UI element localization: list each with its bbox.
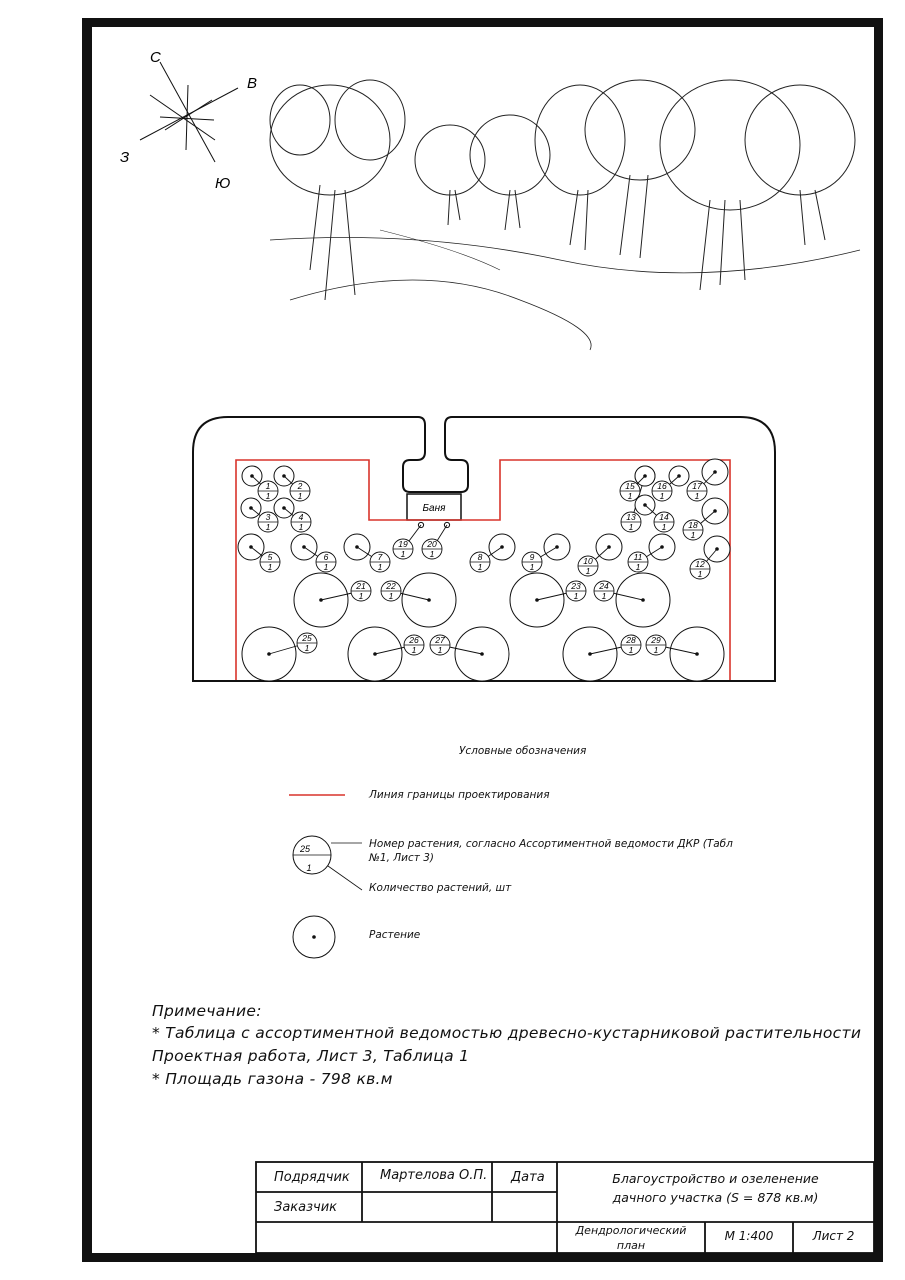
legend-boundary-text: Линия границы проектирования xyxy=(369,789,550,801)
plant-number: 2 xyxy=(297,481,303,491)
title-drawing-type: Дендрологический план xyxy=(575,1224,687,1252)
plant-quantity: 1 xyxy=(635,562,641,572)
plant-number: 26 xyxy=(409,635,419,645)
compass-south: Ю xyxy=(215,175,231,192)
plant-number: 13 xyxy=(626,512,636,522)
legend-number-text: Номер растения, согласно Ассортиментной ведомости ДКР (Табл №1, Лист 3) xyxy=(369,838,733,864)
plant-quantity: 1 xyxy=(358,591,364,601)
plant-12 xyxy=(690,536,730,579)
plant-number: 20 xyxy=(427,539,437,549)
legend-title: Условные обозначения xyxy=(459,745,587,757)
plant-quantity: 1 xyxy=(323,562,329,572)
plant-quantity: 1 xyxy=(265,491,271,501)
plant-quantity: 1 xyxy=(529,562,535,572)
plant-quantity: 1 xyxy=(697,569,703,579)
compass-west: З xyxy=(120,149,130,166)
plant-quantity: 1 xyxy=(400,549,406,559)
plant-number: 28 xyxy=(626,635,636,645)
plant-16 xyxy=(652,466,689,501)
plant-11 xyxy=(628,534,675,572)
plant-8 xyxy=(470,534,515,572)
plant-quantity: 1 xyxy=(585,566,591,576)
plant-5 xyxy=(238,534,280,572)
plant-quantity: 1 xyxy=(437,645,443,655)
plant-quantity: 1 xyxy=(659,491,665,501)
note-line-1: * Таблица с ассортиментной ведомостью древесно-кустарниковой растительности xyxy=(152,1024,862,1042)
plant-27 xyxy=(430,627,509,681)
plant-10 xyxy=(578,534,622,576)
plant-4 xyxy=(274,498,311,532)
compass-north: С xyxy=(150,49,161,66)
plant-number: 29 xyxy=(651,635,661,645)
plant-quantity: 1 xyxy=(653,645,659,655)
tree-illustration xyxy=(270,80,860,350)
plant-20 xyxy=(422,522,450,559)
plant-3 xyxy=(241,498,278,532)
plant-quantity: 1 xyxy=(628,645,634,655)
plant-19 xyxy=(393,522,424,559)
plant-number: 8 xyxy=(477,552,483,562)
plant-7 xyxy=(344,534,390,572)
plant-quantity: 1 xyxy=(267,562,273,572)
plant-number: 17 xyxy=(692,481,702,491)
plant-number: 27 xyxy=(435,635,445,645)
plant-number: 22 xyxy=(386,581,396,591)
title-date-label: Дата xyxy=(511,1170,545,1185)
title-scale: М 1:400 xyxy=(724,1229,774,1243)
plant-number: 15 xyxy=(625,481,635,491)
plant-2 xyxy=(274,466,310,501)
plant-17 xyxy=(687,459,728,501)
plant-number: 23 xyxy=(571,581,581,591)
plant-number: 12 xyxy=(695,559,705,569)
plant-number: 7 xyxy=(377,552,383,562)
plant-23 xyxy=(510,573,586,627)
plant-quantity: 1 xyxy=(661,522,667,532)
legend-sample-number: 25 xyxy=(299,844,311,854)
plant-quantity: 1 xyxy=(304,643,310,653)
plant-14 xyxy=(635,495,674,532)
building-label: Баня xyxy=(422,503,446,514)
plant-9 xyxy=(522,534,570,572)
compass-east: В xyxy=(247,75,258,92)
plant-quantity: 1 xyxy=(477,562,483,572)
plant-1 xyxy=(242,466,278,501)
plant-quantity: 1 xyxy=(298,522,304,532)
plant-quantity: 1 xyxy=(297,491,303,501)
note-line-3: * Площадь газона - 798 кв.м xyxy=(152,1070,393,1088)
legend-quantity-text: Количество растений, шт xyxy=(369,882,512,894)
plant-quantity: 1 xyxy=(601,591,607,601)
title-contractor-name: Мартелова О.П. xyxy=(380,1168,488,1183)
title-contractor-label: Подрядчик xyxy=(274,1170,350,1185)
legend-plant-text: Растение xyxy=(369,929,421,941)
plant-number: 6 xyxy=(323,552,329,562)
plant-number: 1 xyxy=(265,481,271,491)
plant-6 xyxy=(291,534,336,572)
plants-layer xyxy=(238,459,730,681)
plant-24 xyxy=(594,573,670,627)
plant-number: 9 xyxy=(529,552,535,562)
plant-18 xyxy=(683,498,728,540)
plant-quantity: 1 xyxy=(627,491,633,501)
plant-number: 4 xyxy=(298,512,304,522)
compass-rose xyxy=(140,62,238,162)
plant-number: 21 xyxy=(356,581,366,591)
title-customer-label: Заказчик xyxy=(274,1200,338,1215)
plant-number: 5 xyxy=(267,552,273,562)
plant-quantity: 1 xyxy=(411,645,417,655)
plant-quantity: 1 xyxy=(573,591,579,601)
plant-quantity: 1 xyxy=(690,530,696,540)
title-sheet: Лист 2 xyxy=(812,1229,855,1243)
plant-22 xyxy=(381,573,456,627)
plant-number: 3 xyxy=(265,512,271,522)
note-line-2: Проектная работа, Лист 3, Таблица 1 xyxy=(152,1047,470,1065)
plant-26 xyxy=(348,627,424,681)
plant-quantity: 1 xyxy=(388,591,394,601)
plant-number: 10 xyxy=(583,556,593,566)
plant-quantity: 1 xyxy=(377,562,383,572)
plant-25 xyxy=(242,627,317,681)
plant-29 xyxy=(646,627,724,681)
plant-21 xyxy=(294,573,371,627)
plant-number: 25 xyxy=(302,633,312,643)
note-title: Примечание: xyxy=(152,1002,262,1020)
plant-number: 11 xyxy=(633,552,643,562)
plant-quantity: 1 xyxy=(265,522,271,532)
plant-number: 19 xyxy=(398,539,408,549)
plant-number: 18 xyxy=(688,520,698,530)
plant-quantity: 1 xyxy=(628,522,634,532)
plant-quantity: 1 xyxy=(694,491,700,501)
plant-number: 14 xyxy=(659,512,669,522)
title-project-line-2: дачного участка (S = 878 кв.м) xyxy=(612,1190,819,1205)
title-project-line-1: Благоустройство и озеленение xyxy=(612,1171,819,1186)
legend-sample-quantity: 1 xyxy=(306,863,312,873)
legend-plant-sample xyxy=(293,916,335,958)
plant-quantity: 1 xyxy=(429,549,435,559)
plant-number: 16 xyxy=(657,481,667,491)
plant-28 xyxy=(563,627,641,681)
plant-number: 24 xyxy=(599,581,609,591)
